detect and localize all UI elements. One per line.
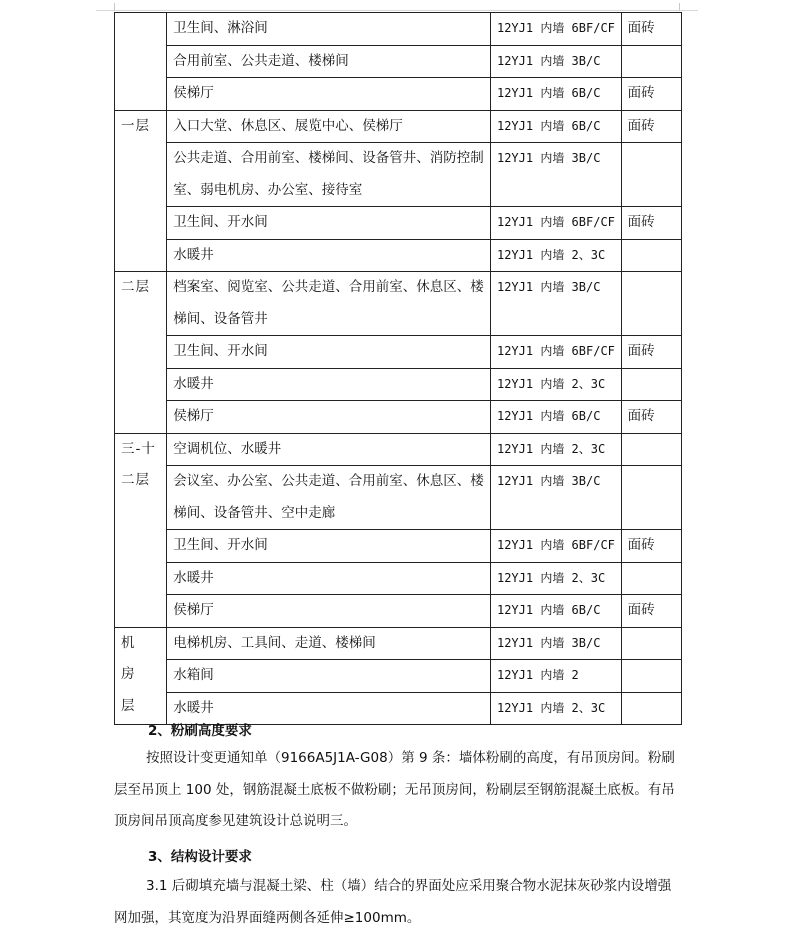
spec-ref-cell: 12YJ1 内墙 3B/C xyxy=(490,627,621,660)
table-row xyxy=(115,13,682,46)
spec-ref-cell: 12YJ1 内墙 2、3C xyxy=(490,562,621,595)
finish-cell xyxy=(621,143,681,207)
finish-cell: 面砖 xyxy=(621,207,681,240)
section-3-heading: 3、结构设计要求 xyxy=(148,849,252,865)
finish-cell xyxy=(621,627,681,660)
table-row xyxy=(115,207,682,240)
wall-finish-table xyxy=(114,12,682,725)
finish-cell: 面砖 xyxy=(621,595,681,628)
area-cell: 水暖井 xyxy=(167,368,491,401)
area-cell: 合用前室、公共走道、楼梯间 xyxy=(167,45,491,78)
finish-cell xyxy=(621,272,681,336)
floor-label-line1: 机房 xyxy=(121,634,145,682)
table-row xyxy=(115,368,682,401)
spec-ref-cell: 12YJ1 内墙 3B/C xyxy=(490,272,621,336)
area-cell: 侯梯厅 xyxy=(167,401,491,434)
finish-cell xyxy=(621,692,681,725)
spec-ref-cell: 12YJ1 内墙 2 xyxy=(490,660,621,693)
area-cell: 侯梯厅 xyxy=(167,595,491,628)
table-row xyxy=(115,562,682,595)
floor-cell xyxy=(115,627,167,725)
finish-cell xyxy=(621,562,681,595)
finish-cell xyxy=(621,660,681,693)
spec-ref-cell: 12YJ1 内墙 6BF/CF xyxy=(490,13,621,46)
finish-cell: 面砖 xyxy=(621,13,681,46)
spec-ref-cell: 12YJ1 内墙 2、3C xyxy=(490,239,621,272)
floor-label-line2: 层 xyxy=(121,697,136,714)
finish-cell: 面砖 xyxy=(621,336,681,369)
area-cell: 卫生间、开水间 xyxy=(167,530,491,563)
floor-cell xyxy=(115,13,167,111)
spec-ref-cell: 12YJ1 内墙 6B/C xyxy=(490,595,621,628)
area-cell: 入口大堂、休息区、展览中心、侯梯厅 xyxy=(167,110,491,143)
finish-cell xyxy=(621,368,681,401)
finish-cell xyxy=(621,433,681,466)
spec-ref-cell: 12YJ1 内墙 6BF/CF xyxy=(490,207,621,240)
table-row xyxy=(115,45,682,78)
finish-cell xyxy=(621,239,681,272)
table-row xyxy=(115,272,682,336)
spec-ref-cell: 12YJ1 内墙 3B/C xyxy=(490,143,621,207)
table-row xyxy=(115,530,682,563)
floor-cell: 一层 xyxy=(115,110,167,272)
section-3-paragraph: 3.1 后砌填充墙与混凝土梁、柱（墙）结合的界面处应采用聚合物水泥抹灰砂浆内设增强网加强，其宽度为沿界面缝两侧各延伸≥100mm。 xyxy=(114,878,672,926)
table-row xyxy=(115,433,682,466)
area-cell: 空调机位、水暖井 xyxy=(167,433,491,466)
section-2-heading: 2、粉刷高度要求 xyxy=(148,723,252,739)
finish-cell: 面砖 xyxy=(621,78,681,111)
floor-label-line1: 三-十 xyxy=(121,440,156,457)
finish-cell: 面砖 xyxy=(621,401,681,434)
table-row xyxy=(115,78,682,111)
area-cell: 水暖井 xyxy=(167,692,491,725)
table-row xyxy=(115,627,682,660)
table-row xyxy=(115,660,682,693)
spec-ref-cell: 12YJ1 内墙 6B/C xyxy=(490,110,621,143)
page-top-rule xyxy=(96,10,698,11)
finish-cell xyxy=(621,45,681,78)
floor-cell: 二层 xyxy=(115,272,167,434)
table-row xyxy=(115,595,682,628)
area-cell: 卫生间、淋浴间 xyxy=(167,13,491,46)
table-row xyxy=(115,239,682,272)
spec-ref-cell: 12YJ1 内墙 3B/C xyxy=(490,466,621,530)
spec-ref-cell: 12YJ1 内墙 2、3C xyxy=(490,692,621,725)
area-cell: 电梯机房、工具间、走道、楼梯间 xyxy=(167,627,491,660)
spec-ref-cell: 12YJ1 内墙 3B/C xyxy=(490,45,621,78)
area-cell: 档案室、阅览室、公共走道、合用前室、休息区、楼梯间、设备管井 xyxy=(167,272,491,336)
area-cell: 侯梯厅 xyxy=(167,78,491,111)
area-cell: 会议室、办公室、公共走道、合用前室、休息区、楼梯间、设备管井、空中走廊 xyxy=(167,466,491,530)
table-row xyxy=(115,466,682,530)
area-cell: 公共走道、合用前室、楼梯间、设备管井、消防控制室、弱电机房、办公室、接待室 xyxy=(167,143,491,207)
spec-ref-cell: 12YJ1 内墙 2、3C xyxy=(490,368,621,401)
spec-ref-cell: 12YJ1 内墙 6B/C xyxy=(490,401,621,434)
spec-ref-cell: 12YJ1 内墙 6BF/CF xyxy=(490,530,621,563)
finish-cell: 面砖 xyxy=(621,530,681,563)
spec-ref-cell: 12YJ1 内墙 6B/C xyxy=(490,78,621,111)
section-2-paragraph: 按照设计变更通知单（9166A5J1A-G08）第 9 条：墙体粉刷的高度，有吊顶房间。粉刷层至吊顶上 100 处，钢筋混凝土底板不做粉刷；无吊顶房间，粉刷层至钢筋混凝土底板。有吊顶房间吊顶高度参见建筑设计总说明三。 xyxy=(114,750,675,829)
table-row xyxy=(115,401,682,434)
area-cell: 卫生间、开水间 xyxy=(167,207,491,240)
page-corner-mark-right xyxy=(679,3,698,11)
floor-label-line2: 二层 xyxy=(121,472,150,488)
table-row xyxy=(115,110,682,143)
area-cell: 水箱间 xyxy=(167,660,491,693)
page-corner-mark-left xyxy=(96,3,115,11)
floor-cell xyxy=(115,433,167,627)
area-cell: 水暖井 xyxy=(167,239,491,272)
table-row xyxy=(115,143,682,207)
finish-cell: 面砖 xyxy=(621,110,681,143)
spec-ref-cell: 12YJ1 内墙 6BF/CF xyxy=(490,336,621,369)
table-row xyxy=(115,336,682,369)
finish-cell xyxy=(621,466,681,530)
spec-ref-cell: 12YJ1 内墙 2、3C xyxy=(490,433,621,466)
area-cell: 卫生间、开水间 xyxy=(167,336,491,369)
area-cell: 水暖井 xyxy=(167,562,491,595)
